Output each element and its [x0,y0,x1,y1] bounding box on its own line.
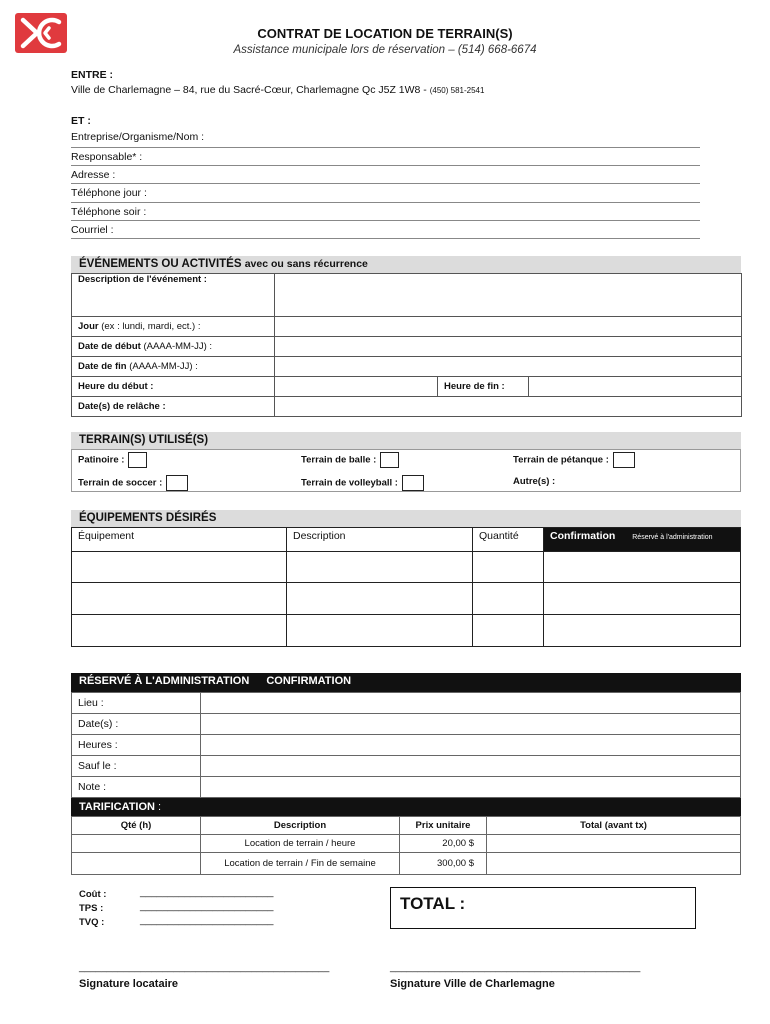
terrain-petanque [513,452,635,468]
patinoire-checkbox[interactable] [128,452,147,468]
signature-locataire-line[interactable]: _____________________________________________ [79,962,330,973]
relache-label: Date(s) de relâche : [72,397,275,417]
terrains-heading: TERRAIN(S) UTILISÉ(S) [71,432,741,449]
page-title: CONTRAT DE LOCATION DE TERRAIN(S) [257,26,513,41]
field-courriel[interactable]: Courriel : [71,221,700,239]
balle-checkbox[interactable] [380,452,399,468]
admin-heading [71,673,741,693]
entre-phone: (450) 581-2541 [429,86,485,95]
date-fin-rest: (AAAA-MM-JJ) : [129,361,198,372]
description-label: Description de l'événement : [72,274,275,317]
contact-fields [71,130,700,239]
heure-fin-label: Heure de fin : [438,377,529,397]
col-confirmation [544,528,741,552]
eq-cell[interactable] [72,552,287,583]
field-telephone-jour[interactable]: Téléphone jour : [71,184,700,203]
date-fin-input[interactable] [275,357,742,377]
field-entreprise[interactable]: Entreprise/Organisme/Nom : [71,130,700,148]
tps-input[interactable]: ________________________ [140,901,274,912]
admin-confirmation-label: CONFIRMATION [266,675,352,687]
equipements-heading: ÉQUIPEMENTS DÉSIRÉS [71,510,741,527]
jour-label-rest: (ex : lundi, mardi, ect.) : [101,321,201,332]
tarif-prix: 300,00 $ [400,853,487,875]
tarif-table [71,816,741,875]
qte-input[interactable] [72,853,201,875]
date-debut-rest: (AAAA-MM-JJ) : [143,341,213,352]
admin-dates-input[interactable] [201,714,741,735]
terrain-balle [301,452,399,468]
admin-heures-label: Heures : [72,735,201,756]
eq-cell[interactable] [287,615,473,647]
totals-blanks [140,886,273,928]
field-adresse[interactable]: Adresse : [71,166,700,184]
description-input[interactable] [275,274,742,317]
tarif-heading-colon: : [158,801,162,813]
field-responsable[interactable]: Responsable* : [71,148,700,166]
events-heading-bold: ÉVÉNEMENTS OU ACTIVITÉS [79,258,242,270]
signature-ville-label: Signature Ville de Charlemagne [390,978,555,990]
soccer-label: Terrain de soccer : [78,477,163,489]
eq-cell[interactable] [287,583,473,615]
events-table [71,273,742,417]
eq-cell[interactable] [544,583,741,615]
total-input[interactable] [487,853,741,875]
total-box[interactable] [390,887,696,929]
qte-input[interactable] [72,835,201,853]
petanque-label: Terrain de pétanque : [513,454,609,466]
et-label: ET : [71,115,91,127]
tarif-prix: 20,00 $ [400,835,487,853]
col-confirmation-label: Confirmation [550,530,616,542]
totals-labels [79,888,106,930]
admin-note-label: Note : [72,777,201,798]
eq-cell[interactable] [473,615,544,647]
soccer-checkbox[interactable] [166,475,188,491]
tps-label: TPS : [79,903,104,914]
events-heading [71,256,741,273]
eq-cell[interactable] [473,552,544,583]
admin-heures-input[interactable] [201,735,741,756]
cout-input[interactable]: ________________________ [140,887,274,898]
total-label: TOTAL : [400,894,466,913]
eq-cell[interactable] [544,615,741,647]
admin-sauf-label: Sauf le : [72,756,201,777]
volleyball-label: Terrain de volleyball : [301,477,398,489]
total-input[interactable] [487,835,741,853]
tvq-input[interactable]: ________________________ [140,915,274,926]
balle-label: Terrain de balle : [301,454,377,466]
terrain-soccer [78,475,188,491]
eq-cell[interactable] [72,615,287,647]
terrains-box [71,449,741,492]
col-description: Description [287,528,473,552]
date-fin-bold: Date de fin [78,361,127,372]
eq-cell[interactable] [287,552,473,583]
date-fin-label [72,357,275,377]
jour-label [72,317,275,337]
admin-lieu-input[interactable] [201,693,741,714]
entre-address: Ville de Charlemagne – 84, rue du Sacré-Cœur, Charlemagne Qc J5Z 1W8 - [71,84,427,96]
date-debut-label [72,337,275,357]
col-equipement: Équipement [72,528,287,552]
patinoire-label: Patinoire : [78,454,125,466]
heure-debut-input[interactable] [275,377,438,397]
admin-note-input[interactable] [201,777,741,798]
eq-cell[interactable] [473,583,544,615]
eq-cell[interactable] [544,552,741,583]
tarif-desc: Location de terrain / Fin de semaine [201,853,400,875]
page-subtitle: Assistance municipale lors de réservation – (514) 668-6674 [233,44,537,56]
tvq-label: TVQ : [79,917,105,928]
date-debut-bold: Date de début [78,341,141,352]
tarif-desc: Location de terrain / heure [201,835,400,853]
admin-heading-label: RÉSERVÉ À L'ADMINISTRATION [79,675,250,687]
col-qte: Qté (h) [72,817,201,835]
entre-text [71,84,484,96]
petanque-checkbox[interactable] [613,452,635,468]
admin-sauf-input[interactable] [201,756,741,777]
entre-label: ENTRE : [71,69,113,81]
relache-input[interactable] [275,397,742,417]
heure-debut-label: Heure du début : [72,377,275,397]
jour-input[interactable] [275,317,742,337]
tarif-heading-label: TARIFICATION [79,801,155,813]
admin-table [71,692,741,798]
tarif-heading [71,798,741,817]
signature-ville-line[interactable]: _____________________________________________ [390,962,641,973]
admin-lieu-label: Lieu : [72,693,201,714]
col-quantite: Quantité [473,528,544,552]
eq-cell[interactable] [72,583,287,615]
admin-dates-label: Date(s) : [72,714,201,735]
date-debut-input[interactable] [275,337,742,357]
jour-label-bold: Jour [78,321,99,332]
events-heading-rest: avec ou sans récurrence [244,258,368,270]
autres-label: Autre(s) : [513,476,556,487]
col-desc: Description [201,817,400,835]
col-reserve-label: Réservé à l'administration [632,534,713,541]
terrain-patinoire [78,452,147,468]
col-prix: Prix unitaire [400,817,487,835]
heure-fin-input[interactable] [529,377,742,397]
cout-label: Coût : [79,889,107,900]
signature-locataire-label: Signature locataire [79,978,179,990]
equipements-table [71,527,741,647]
field-telephone-soir[interactable]: Téléphone soir : [71,203,700,221]
col-total: Total (avant tx) [487,817,741,835]
terrain-volleyball [301,475,424,491]
volleyball-checkbox[interactable] [402,475,424,491]
